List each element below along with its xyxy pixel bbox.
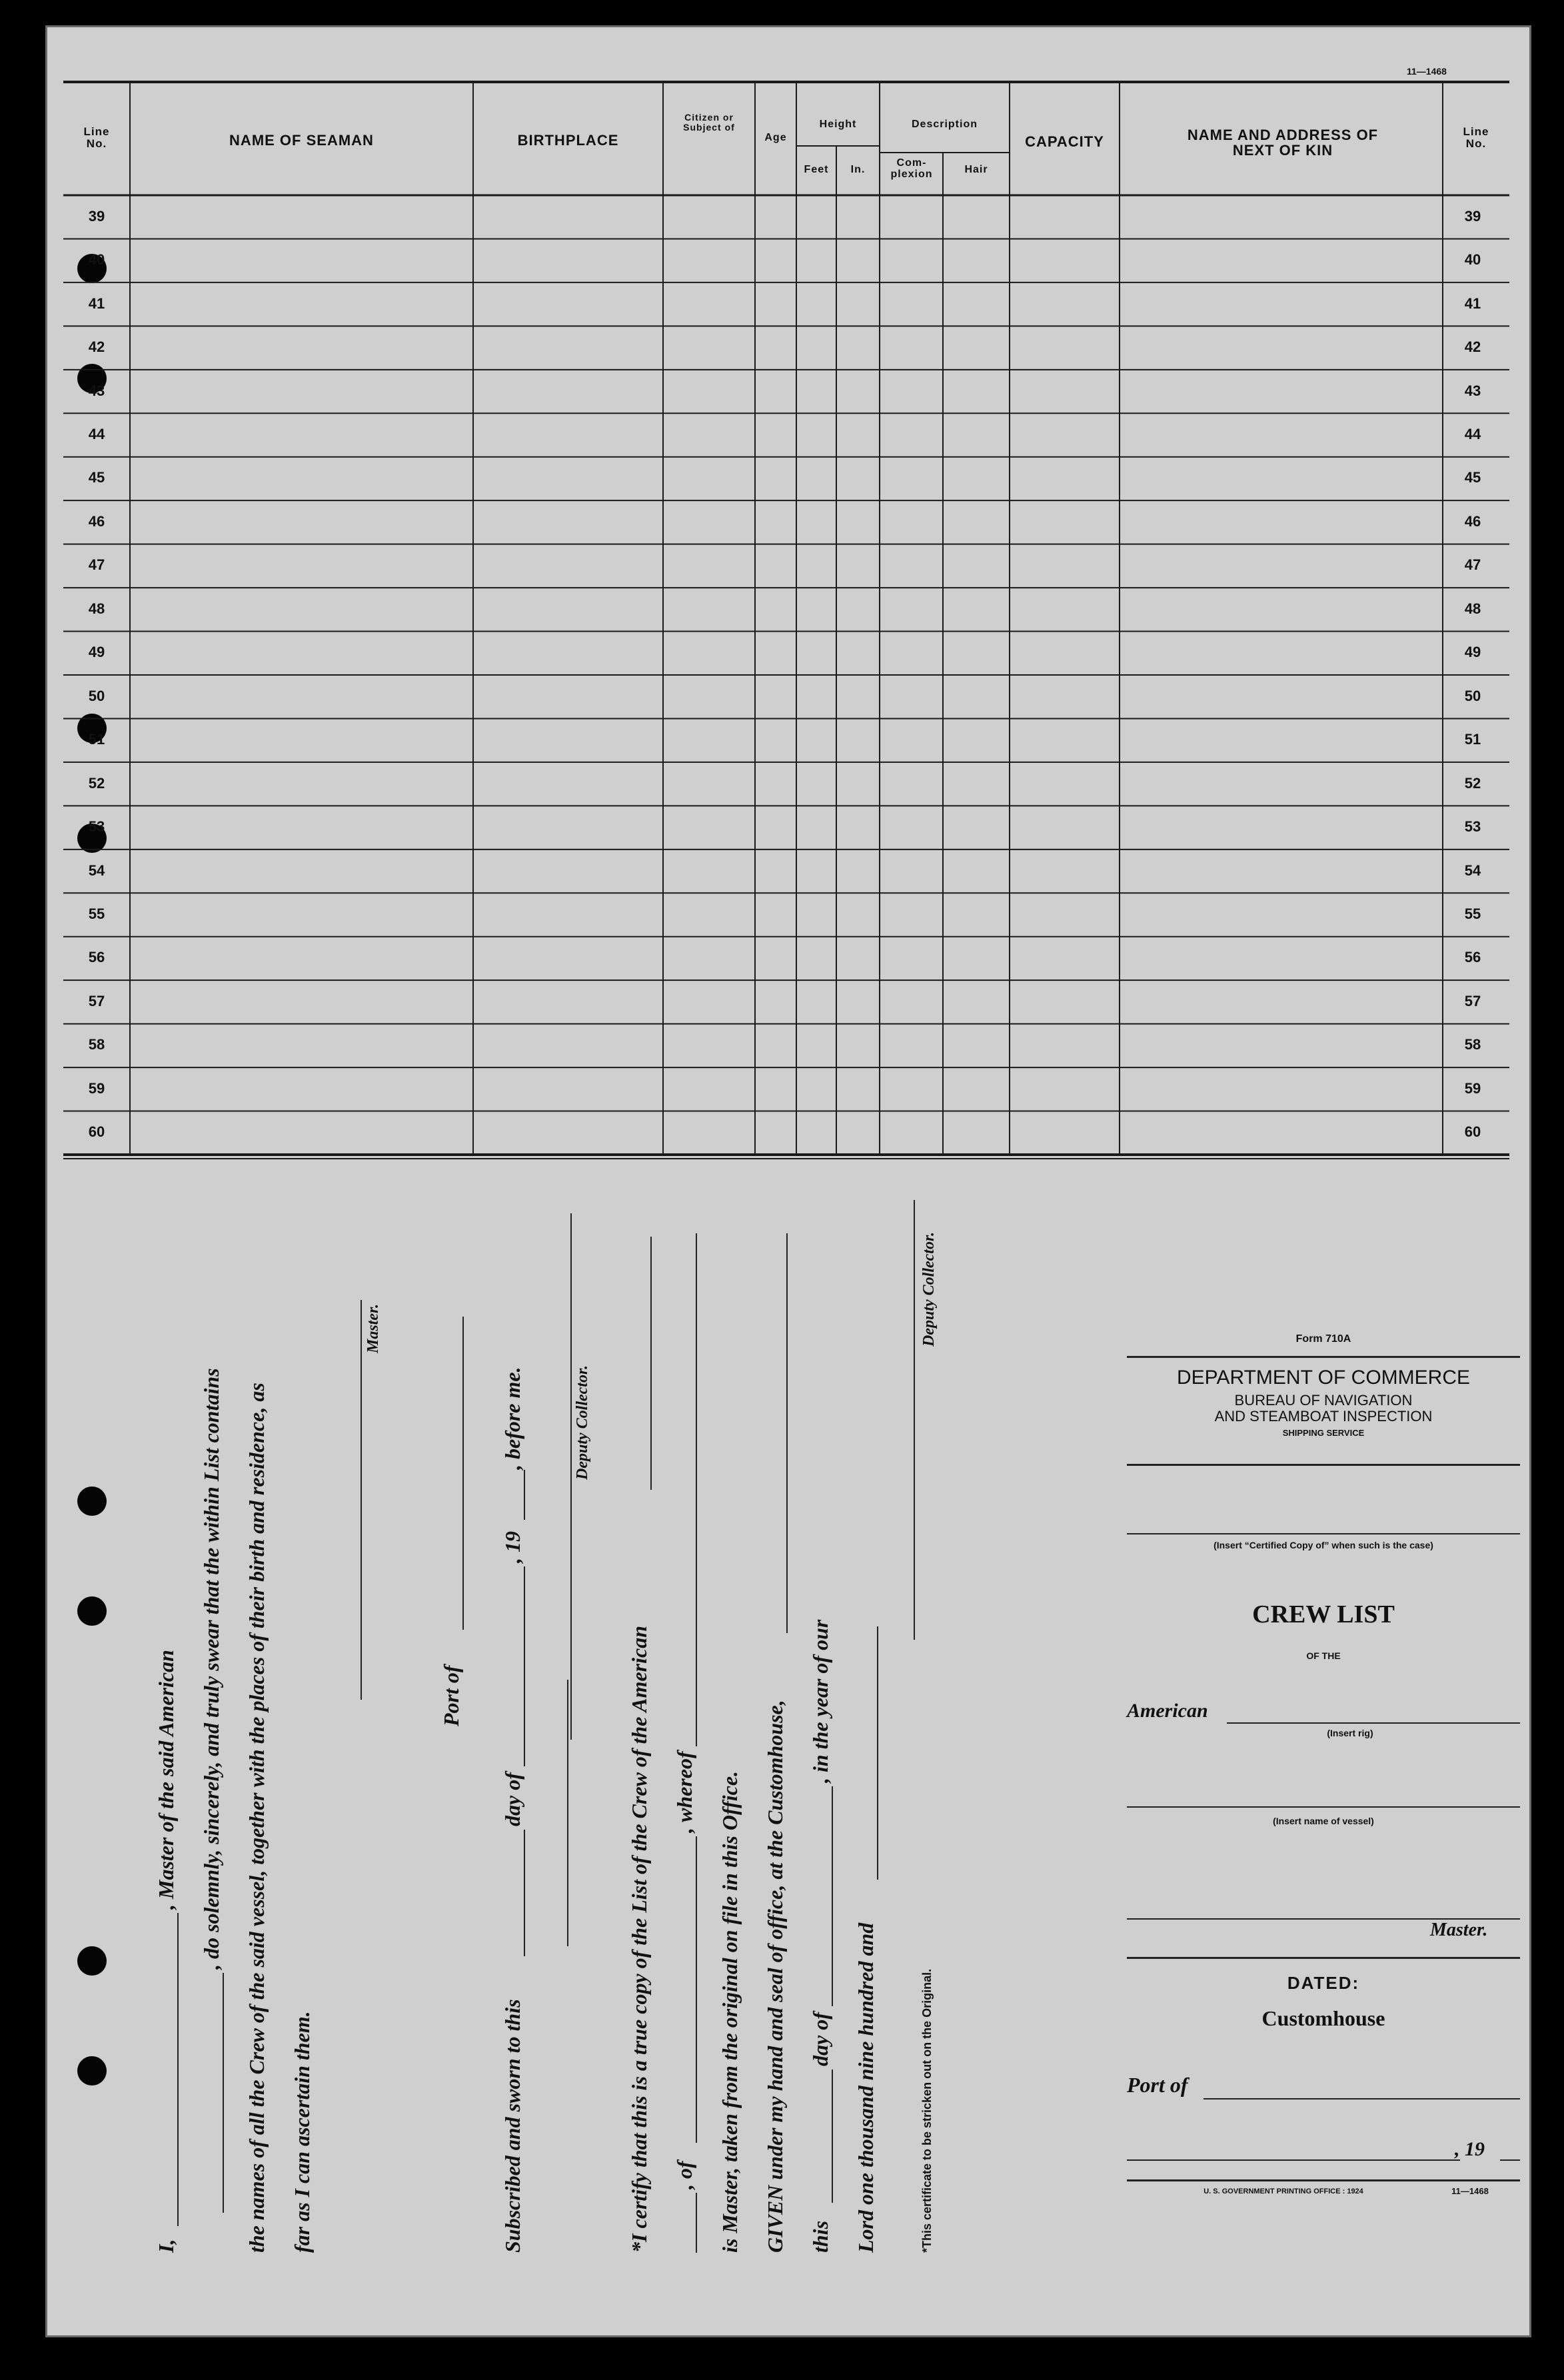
crew-list-title: CREW LIST: [1252, 1600, 1395, 1628]
row-number: 49: [1464, 644, 1481, 661]
row-number: 58: [1464, 1036, 1481, 1053]
shipping-service: SHIPPING SERVICE: [1282, 1428, 1365, 1438]
header-description: Description: [911, 119, 978, 130]
given-day-blank[interactable]: [832, 2070, 833, 2203]
of-the-label: OF THE: [1306, 1650, 1341, 1661]
sworn-day-blank[interactable]: [524, 1830, 525, 1956]
rule: [1127, 1356, 1520, 1358]
port-of-line[interactable]: [1203, 2098, 1520, 2099]
row-number: 45: [1464, 469, 1481, 486]
insert-rig-note: (Insert rig): [1327, 1728, 1373, 1738]
header-age: Age: [764, 132, 787, 143]
rule: [1127, 1957, 1520, 1959]
row-number: 48: [88, 600, 105, 617]
day-of-label-2: day of: [808, 2012, 832, 2066]
row-number: 60: [88, 1123, 105, 1141]
deputy-collector-label-1: Deputy Collector.: [574, 1365, 591, 1480]
bureau-line-1: BUREAU OF NAVIGATION: [1234, 1392, 1413, 1409]
form-code-bottom: 11—1468: [1451, 2186, 1489, 2196]
row-number: 56: [88, 949, 105, 966]
row-number: 51: [88, 731, 105, 748]
oath-line4: far as I can ascertain them.: [290, 2011, 314, 2253]
cover-year-blank[interactable]: [1500, 2159, 1520, 2161]
row-number: 42: [88, 338, 105, 356]
lord-year-blank[interactable]: [877, 1626, 878, 1880]
of-place-blank[interactable]: [696, 1836, 697, 2143]
row-number: 45: [88, 469, 105, 486]
deputy-signature-line-2[interactable]: [914, 1200, 915, 1640]
row-number: 50: [1464, 687, 1481, 704]
insert-certified-note: (Insert “Certified Copy of” when such is the case): [1213, 1540, 1433, 1550]
punch-hole: [77, 1946, 107, 1976]
port-of-blank[interactable]: [462, 1317, 464, 1630]
header-capacity: CAPACITY: [1025, 133, 1104, 150]
master-signature-line[interactable]: [361, 1300, 362, 1700]
in-the-year-text: , in the year of our: [808, 1619, 832, 1783]
subscribed-text: Subscribed and sworn to this: [500, 1999, 524, 2253]
header-birthplace: BIRTHPLACE: [517, 132, 619, 149]
oath-line1-suffix: , Master of the said American: [154, 1650, 178, 1910]
rule: [1127, 1464, 1520, 1466]
deputy-signature-line-1[interactable]: [567, 1680, 568, 1946]
of-label: , of: [672, 2161, 696, 2189]
row-number: 55: [1464, 905, 1481, 922]
row-number: 57: [88, 992, 105, 1009]
master-label: Master.: [365, 1303, 382, 1353]
row-number: 41: [88, 295, 105, 312]
row-number: 54: [1464, 862, 1481, 879]
cover-port-of-label: Port of: [1127, 2073, 1188, 2097]
row-number: 50: [88, 687, 105, 704]
row-number: 47: [1464, 556, 1481, 574]
row-number: 51: [1464, 731, 1481, 748]
row-number: 39: [88, 207, 105, 225]
row-number: 44: [88, 426, 105, 442]
header-line-no-left: Line No.: [83, 125, 110, 150]
date-line[interactable]: [1127, 2159, 1460, 2161]
day-of-label: day of: [500, 1772, 524, 1826]
row-number: 41: [1464, 295, 1481, 312]
customhouse-blank[interactable]: [786, 1233, 788, 1633]
crew-list-form-page: [45, 25, 1531, 2337]
master-name-blank[interactable]: [177, 1913, 179, 2226]
row-number: 47: [88, 556, 105, 574]
row-number: 40: [88, 251, 105, 269]
is-master-text: is Master, taken from the original on file in this Office.: [718, 1770, 742, 2253]
row-number: 52: [1464, 774, 1481, 792]
this-label: this: [808, 2220, 832, 2253]
whereof-label: , whereof: [672, 1751, 696, 1833]
row-number: 53: [88, 818, 105, 836]
printer-note: U. S. GOVERNMENT PRINTING OFFICE : 1924: [1203, 2187, 1363, 2195]
before-me: , before me.: [500, 1367, 524, 1470]
oath-line2: , do solemnly, sincerely, and truly swear that the within List contains: [199, 1368, 223, 1970]
year-prefix: , 19: [500, 1531, 524, 1563]
row-number: 40: [1464, 251, 1481, 269]
dated-label: DATED:: [1287, 1973, 1360, 1993]
punch-hole: [77, 1596, 107, 1626]
certified-copy-line[interactable]: [1127, 1533, 1520, 1534]
row-number: 54: [88, 862, 105, 879]
rule: [1127, 2179, 1520, 2181]
lord-text: Lord one thousand nine hundred and: [854, 1922, 878, 2253]
header-hair: Hair: [964, 164, 988, 175]
table-grid: [63, 79, 1509, 1172]
row-number: 42: [1464, 338, 1481, 356]
row-number: 59: [88, 1079, 105, 1097]
row-number: 43: [1464, 382, 1481, 399]
oath-certificate-rotated: [154, 1107, 954, 2279]
row-number: 49: [88, 644, 105, 661]
header-feet: Feet: [804, 164, 829, 175]
customhouse-label: Customhouse: [1261, 2006, 1385, 2030]
given-month-blank[interactable]: [832, 1786, 833, 2006]
given-text: GIVEN under my hand and seal of office, at the Customhouse,: [763, 1700, 787, 2253]
sworn-year-blank[interactable]: [524, 1470, 525, 1520]
oath-line1-prefix: I,: [154, 2239, 178, 2253]
row-number: 44: [1464, 426, 1481, 442]
oath-line3: the names of all the Crew of the said vessel, together with the places of their birth and residence, as: [245, 1383, 269, 2253]
row-number: 53: [1464, 818, 1481, 836]
row-number: 59: [1464, 1079, 1481, 1097]
row-number: 52: [88, 774, 105, 792]
american-label: American: [1127, 1700, 1208, 1722]
department-title: DEPARTMENT OF COMMERCE: [1176, 1367, 1471, 1389]
certify-text: *I certify that this is a true copy of the List of the Crew of the American: [627, 1625, 651, 2253]
form-code-top: 11—1468: [1407, 66, 1447, 77]
insert-vessel-note: (Insert name of vessel): [1273, 1816, 1374, 1826]
punch-hole: [77, 1487, 107, 1516]
row-number: 60: [1464, 1123, 1481, 1141]
row-number: 57: [1464, 992, 1481, 1009]
vessel-name-line[interactable]: [1127, 1806, 1520, 1808]
cover-year-label: , 19: [1455, 2138, 1485, 2160]
rig-line[interactable]: [1227, 1722, 1520, 1724]
header-citizen: Citizen or Subject of: [683, 112, 735, 133]
row-number: 55: [88, 905, 105, 922]
sworn-month-blank[interactable]: [524, 1566, 525, 1766]
header-next-of-kin: NAME AND ADDRESS OF NEXT OF KIN: [1187, 127, 1379, 159]
row-number: 56: [1464, 949, 1481, 966]
header-inches: In.: [850, 164, 866, 175]
row-number: 46: [1464, 512, 1481, 530]
port-of-label: Port of: [439, 1665, 463, 1726]
row-number: 46: [88, 512, 105, 530]
header-name-of-seaman: NAME OF SEAMAN: [229, 132, 374, 149]
deputy-signature-line-1b[interactable]: [570, 1213, 572, 1740]
row-number: 58: [88, 1036, 105, 1053]
row-number: 43: [88, 382, 105, 399]
punch-hole: [77, 2056, 107, 2085]
cover-master-label: Master.: [1430, 1920, 1488, 1940]
header-line-no-right: Line No.: [1463, 125, 1489, 150]
whereof-blank[interactable]: [696, 1233, 697, 1746]
certify-vessel-blank-2[interactable]: [696, 2193, 697, 2253]
form-number: Form 710A: [1295, 1333, 1351, 1345]
certify-vessel-blank[interactable]: [650, 1237, 652, 1490]
header-height: Height: [819, 119, 857, 130]
bureau-line-2: AND STEAMBOAT INSPECTION: [1214, 1408, 1433, 1425]
deputy-collector-label-2: Deputy Collector.: [920, 1232, 938, 1347]
vessel-name-blank[interactable]: [223, 1973, 224, 2213]
row-number: 48: [1464, 600, 1481, 617]
header-complexion: Com-plexion: [890, 157, 933, 180]
row-number: 39: [1464, 207, 1481, 225]
footnote-certificate: *This certificate to be stricken out on the Original.: [920, 1968, 934, 2253]
